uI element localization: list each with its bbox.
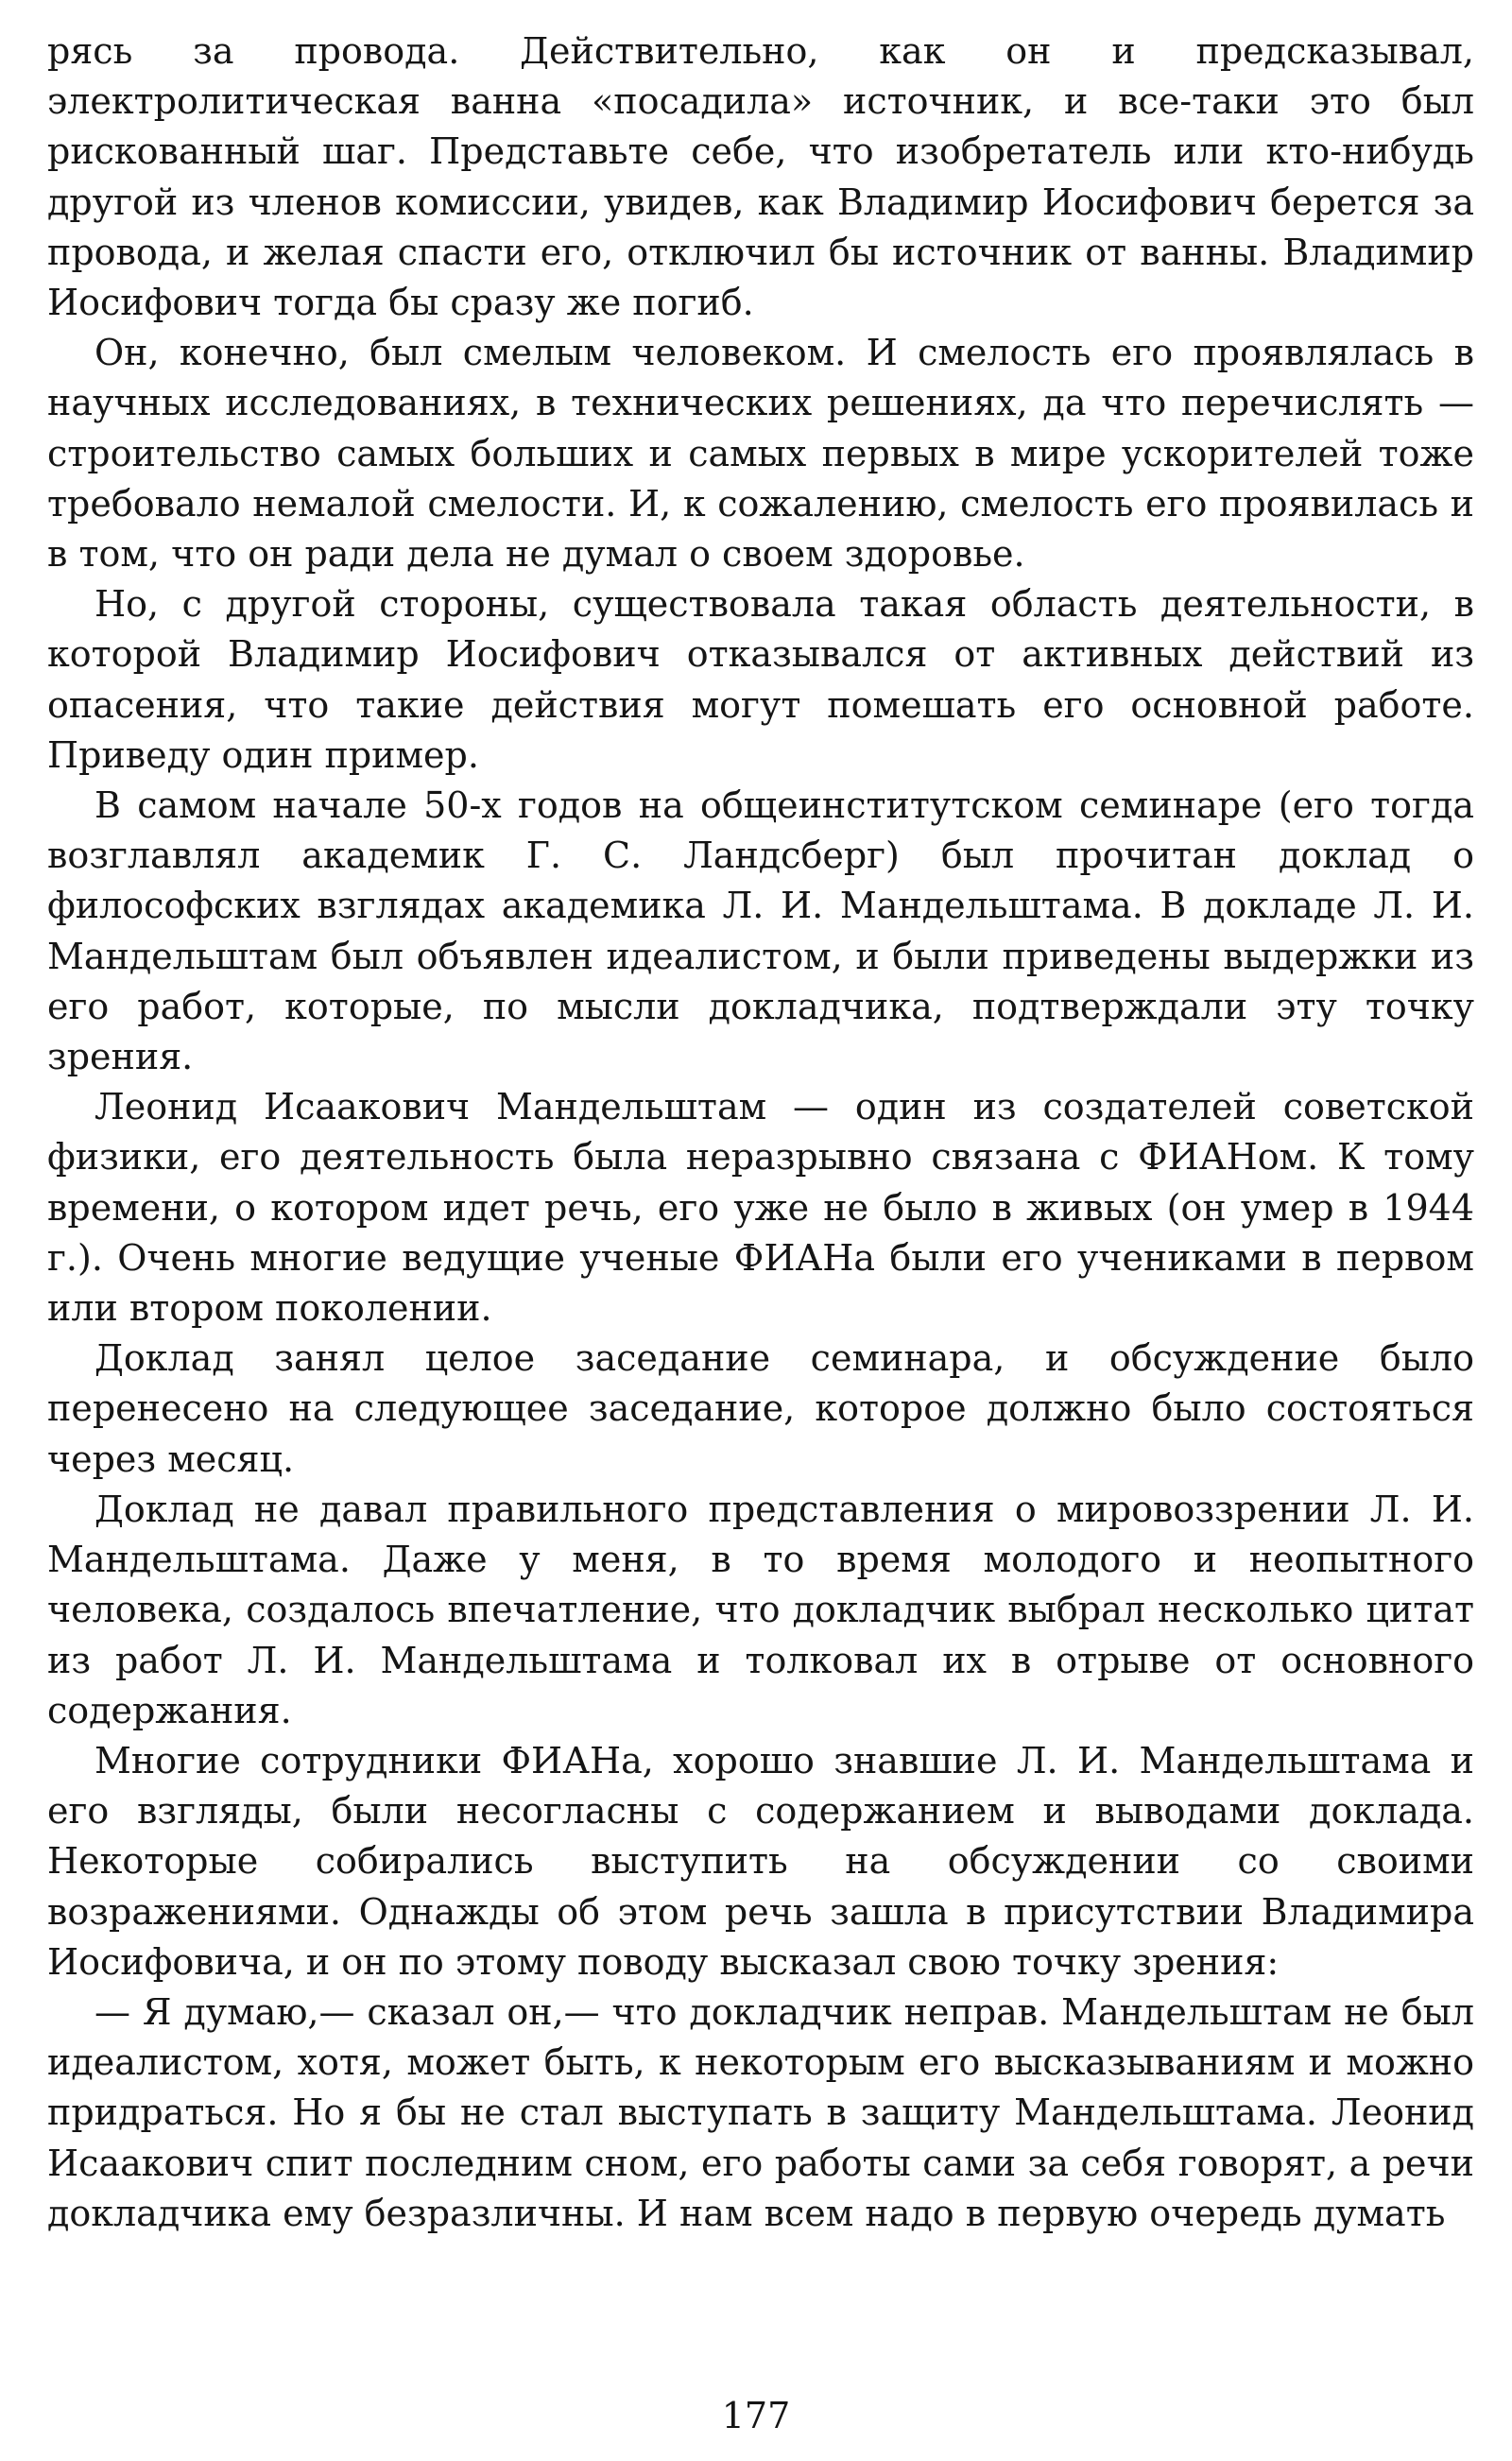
- paragraph-7: Доклад не давал правильного представления о мировоззрении Л. И. Мандельштама. Даже у меня, в то время молодого и неопытного человека, создалось впечатление, что докладчик выбрал несколько цитат из работ Л. И. Мандельштама и толковал их в отрыве от основного содержания.: [47, 1488, 1474, 1731]
- paragraph-4: В самом начале 50-х годов на общеинститутском семинаре (его тогда возглавлял академик Г. С. Ландсберг) был прочитан доклад о философских взглядах академика Л. И. Мандельштама. В докладе Л. И. Мандельштам был объявлен идеалистом, и были приведены выдержки из его работ, которые, по мысли докладчика, подтверждали эту точку зрения.: [47, 784, 1474, 1078]
- paragraph-2: Он, конечно, был смелым человеком. И смелость его проявлялась в научных исследованиях, в технических решениях, да что перечислять — строительство самых больших и самых первых в мире ускорителей тоже требовало немалой смелости. И, к сожалению, смелость его проявилась и в том, что он ради дела не думал о своем здоровье.: [47, 332, 1474, 576]
- paragraph-3: Но, с другой стороны, существовала такая область деятельности, в которой Владимир Иосифович отказывался от активных действий из опасения, что такие действия могут помешать его основной работе. Приведу один пример.: [47, 583, 1474, 776]
- paragraph-5: Леонид Исаакович Мандельштам — один из создателей советской физики, его деятельность была неразрывно связана с ФИАНом. К тому времени, о котором идет речь, его уже не было в живых (он умер в 1944 г.). Очень многие ведущие ученые ФИАНа были его учениками в первом или втором поколении.: [47, 1086, 1474, 1330]
- paragraph-1: рясь за провода. Действительно, как он и предсказывал, электролитическая ванна «посадила» источник, и все-таки это был рискованный шаг. Представьте себе, что изобретатель или кто-нибудь другой из членов комиссии, увидев, как Владимир Иосифович берется за провода, и желая спасти его, отключил бы источник от ванны. Владимир Иосифович тогда бы сразу же погиб.: [47, 30, 1474, 324]
- page-number: 177: [721, 2395, 791, 2436]
- paragraph-9: — Я думаю,— сказал он,— что докладчик неправ. Мандельштам не был идеалистом, хотя, может быть, к некоторым его высказываниям и можно придраться. Но я бы не стал выступать в защиту Мандельштама. Леонид Исаакович спит последним сном, его работы сами за себя говорят, а речи докладчика ему безразличны. И нам всем надо в первую очередь думать: [47, 1990, 1474, 2234]
- paragraph-6: Доклад занял целое заседание семинара, и обсуждение было перенесено на следующее заседание, которое должно было состояться через месяц.: [47, 1337, 1474, 1480]
- paragraph-8: Многие сотрудники ФИАНа, хорошо знавшие Л. И. Мандельштама и его взгляды, были несогласны с содержанием и выводами доклада. Некоторые собирались выступить на обсуждении со своими возражениями. Однажды об этом речь зашла в присутствии Владимира Иосифовича, и он по этому поводу высказал свою точку зрения:: [47, 1739, 1474, 1983]
- book-page: [47, 26, 1474, 2389]
